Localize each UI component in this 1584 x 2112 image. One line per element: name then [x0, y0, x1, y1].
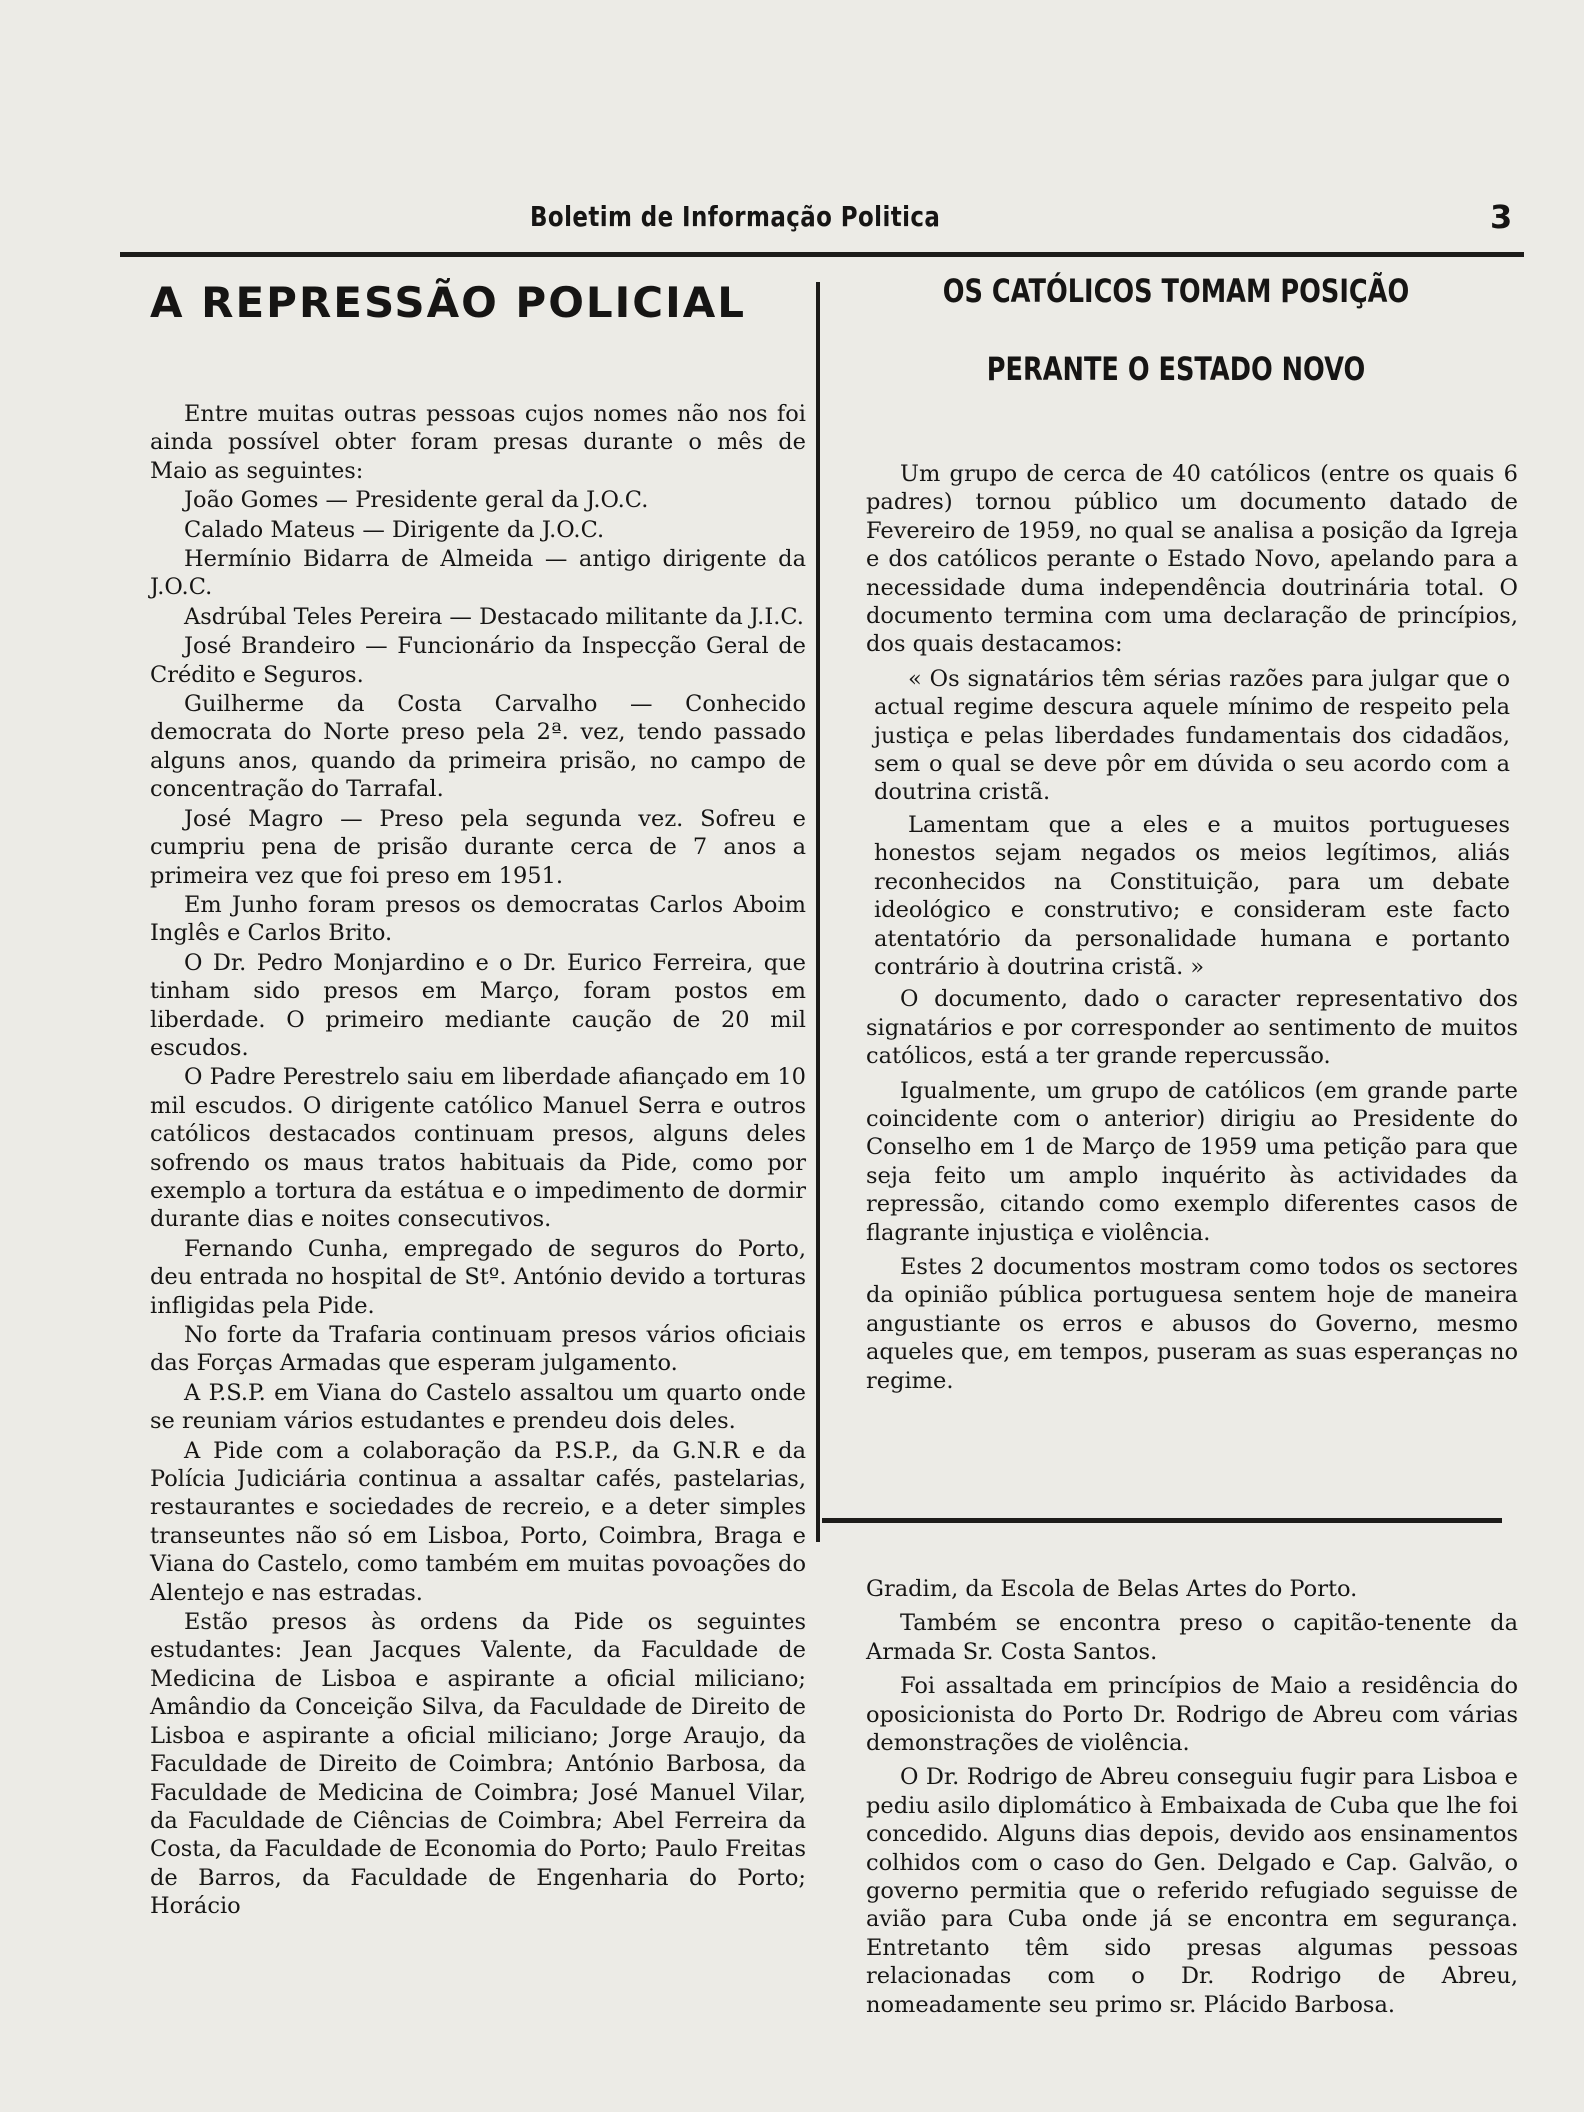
left-article-body — [150, 400, 806, 1922]
paragraph: A Pide com a colaboração da P.S.P., da G.N.R e da Polícia Judiciária continua a assaltar cafés, pastelarias, restaurantes e sociedades de recreio, e a deter simples transeuntes não só em Lisboa, Porto, Coimbra, Braga e Viana do Castelo, como também em muitas povoações do Alentejo e nas estradas. — [150, 1437, 806, 1606]
paragraph: Guilherme da Costa Carvalho — Conhecido democrata do Norte preso pela 2ª. vez, tendo passado alguns anos, quando da primeira prisão, no campo de concentração do Tarrafal. — [150, 691, 806, 803]
paragraph: O Dr. Rodrigo de Abreu conseguiu fugir para Lisboa e pediu asilo diplomático à Embaixada de Cuba que lhe foi concedido. Alguns dias depois, devido aos ensinamentos colhidos com o caso do Gen. Delgado e Cap. Galvão, o governo permitia que o referido refugiado seguisse de avião para Cuba onde já se encontra em segurança. Entretanto têm sido presas algumas pessoas relacionadas com o Dr. Rodrigo de Abreu, nomeadamente seu primo sr. Plácido Barbosa. — [866, 1764, 1518, 2018]
paragraph: No forte da Trafaria continuam presos vários oficiais das Forças Armadas que esperam julgamento. — [150, 1322, 806, 1377]
page-number: 3 — [1490, 198, 1513, 236]
right-article-body — [866, 460, 1518, 1401]
header-rule — [120, 252, 1524, 257]
quotation-block — [866, 665, 1518, 981]
paragraph: Em Junho foram presos os democratas Carlos Aboim Inglês e Carlos Brito. — [150, 891, 806, 947]
left-article-heading: A REPRESSÃO POLICIAL — [150, 278, 747, 327]
quote-paragraph: « Os signatários têm sérias razões para julgar que o actual regime descura aquele mínimo de respeito pela justiça e pelas liberdades fundamentais dos cidadãos, sem o qual se deve pôr em dúvida o seu acordo com a doutrina cristã. — [874, 665, 1510, 806]
continuation-body — [866, 1575, 1518, 2025]
paragraph: O Padre Perestrelo saiu em liberdade afiançado em 10 mil escudos. O dirigente católico Manuel Serra e outros católicos destacados continuam presos, alguns deles sofrendo os maus tratos habituais da Pide, como por exemplo a tortura da estátua e o impedimento de dormir durante dias e noites consecutivos. — [150, 1064, 806, 1233]
right-article-heading-line2: PERANTE O ESTADO NOVO — [986, 350, 1366, 388]
paragraph: O documento, dado o caracter representativo dos signatários e por corresponder ao sentimento de muitos católicos, está a ter grande repercussão. — [866, 986, 1518, 1070]
paragraph: Asdrúbal Teles Pereira — Destacado militante da J.I.C. — [184, 603, 804, 630]
paragraph: João Gomes — Presidente geral da J.O.C. — [184, 487, 649, 514]
paragraph: Estes 2 documentos mostram como todos os sectores da opinião pública portuguesa sentem hoje de maneira angustiante os erros e abusos do Governo, mesmo aqueles que, em tempos, puseram as suas esperanças no regime. — [866, 1253, 1518, 1394]
right-article-heading-line1: OS CATÓLICOS TOMAM POSIÇÃO — [942, 272, 1410, 310]
paragraph: Foi assaltada em princípios de Maio a residência do oposicionista do Porto Dr. Rodrigo de Abreu com várias demonstrações de violência. — [866, 1673, 1518, 1757]
paragraph: José Brandeiro — Funcionário da Inspecção Geral de Crédito e Seguros. — [150, 633, 806, 688]
intro-paragraph: Um grupo de cerca de 40 católicos (entre os quais 6 padres) tornou público um documento datado de Fevereiro de 1959, no qual se analisa a posição da Igreja e dos católicos perante o Estado Novo, apelando para a necessidade duma independência doutrinária total. O documento termina com uma declaração de princípios, dos quais destacamos: — [866, 461, 1518, 658]
publication-title: Boletim de Informação Politica — [530, 200, 941, 233]
column-divider — [816, 282, 820, 1542]
paragraph: Hermínio Bidarra de Almeida — antigo dirigente da J.O.C. — [150, 546, 806, 601]
paragraph: Entre muitas outras pessoas cujos nomes não nos foi ainda possível obter foram presas durante o mês de Maio as seguintes: — [150, 401, 806, 484]
paragraph: Calado Mateus — Dirigente da J.O.C. — [184, 516, 605, 543]
article-end-rule — [822, 1518, 1502, 1523]
quote-paragraph: Lamentam que a eles e a muitos portugueses honestos sejam negados os meios legítimos, aliás reconhecidos na Constituição, para um debate ideológico e construtivo; e consideram este facto atentatório da personalidade humana e portanto contrário à doutrina cristã. » — [874, 811, 1510, 980]
paragraph: Estão presos às ordens da Pide os seguintes estudantes: Jean Jacques Valente, da Faculdade de Medicina de Lisboa e aspirante a oficial miliciano; Amândio da Conceição Silva, da Faculdade de Direito de Lisboa e aspirante a oficial miliciano; Jorge Araujo, da Faculdade de Direito de Coimbra; António Barbosa, da Faculdade de Medicina de Coimbra; José Manuel Vilar, da Faculdade de Ciências de Coimbra; Abel Ferreira da Costa, da Faculdade de Economia do Porto; Paulo Freitas de Barros, da Faculdade de Engenharia do Porto; Horácio — [150, 1609, 806, 1920]
paragraph: Gradim, da Escola de Belas Artes do Porto. — [866, 1576, 1358, 1602]
paragraph: Igualmente, um grupo de católicos (em grande parte coincidente com o anterior) dirigiu ao Presidente do Conselho em 1 de Março de 1959 uma petição para que seja feito um amplo inquérito às actividades da repressão, citando como exemplo diferentes casos de flagrante injustiça e violência. — [866, 1077, 1518, 1246]
paragraph: O Dr. Pedro Monjardino e o Dr. Eurico Ferreira, que tinham sido presos em Março, foram postos em liberdade. O primeiro mediante caução de 20 mil escudos. — [150, 949, 806, 1061]
paragraph: Fernando Cunha, empregado de seguros do Porto, deu entrada no hospital de Stº. António devido a torturas infligidas pela Pide. — [150, 1235, 806, 1319]
paragraph: José Magro — Preso pela segunda vez. Sofreu e cumpriu pena de prisão durante cerca de 7 anos a primeira vez que foi preso em 1951. — [150, 805, 806, 889]
paragraph: Também se encontra preso o capitão-tenente da Armada Sr. Costa Santos. — [866, 1610, 1518, 1665]
paragraph: A P.S.P. em Viana do Castelo assaltou um quarto onde se reuniam vários estudantes e prendeu dois deles. — [150, 1379, 806, 1435]
